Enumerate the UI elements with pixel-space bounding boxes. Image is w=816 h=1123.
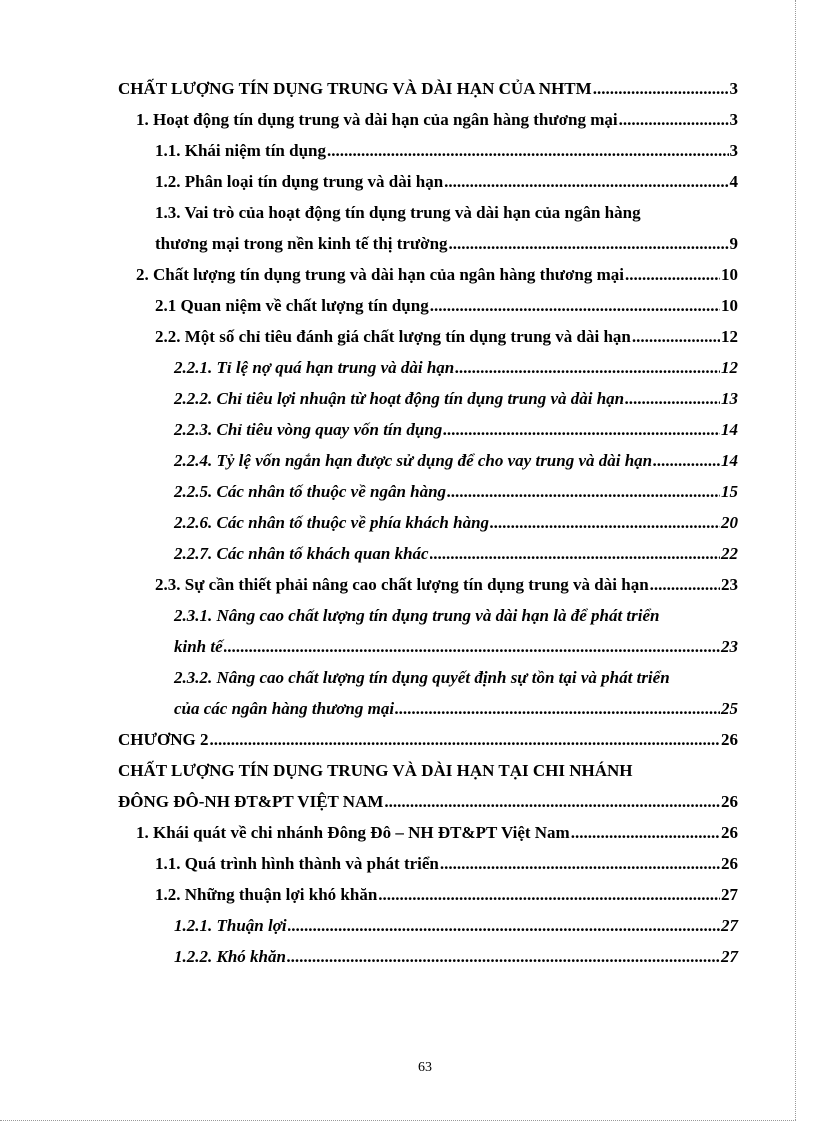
leader-dots: [449, 228, 729, 259]
toc-entry[interactable]: 2.2.5. Các nhân tố thuộc về ngân hàng ..... 15: [118, 476, 738, 507]
page-border-bottom: [0, 1120, 796, 1121]
toc-entry[interactable]: CHƯƠNG 2 ..... 26: [118, 724, 738, 755]
toc-entry-line: kinh tế ..... 23: [174, 631, 738, 662]
leader-dots: [625, 383, 720, 414]
leader-dots: [287, 941, 720, 972]
leader-dots: [430, 290, 720, 321]
toc-entry-line: CHẤT LƯỢNG TÍN DỤNG TRUNG VÀ DÀI HẠN TẠI CHI NHÁNH: [118, 761, 633, 780]
leader-dots: [224, 631, 720, 662]
toc-entry-multiline[interactable]: [118, 197, 738, 259]
toc-entry[interactable]: 2.1 Quan niệm về chất lượng tín dụng ..... 10: [118, 290, 738, 321]
table-of-contents: [118, 73, 738, 972]
toc-entry[interactable]: 2. Chất lượng tín dụng trung và dài hạn của ngân hàng thương mại ..... 10: [118, 259, 738, 290]
toc-entry[interactable]: 2.2.7. Các nhân tố khách quan khác ..... 22: [118, 538, 738, 569]
toc-entry-line: 2.3.1. Nâng cao chất lượng tín dụng trung và dài hạn là để phát triển: [174, 606, 660, 625]
toc-entry[interactable]: 1.1. Quá trình hình thành và phát triển ..... 26: [118, 848, 738, 879]
toc-entry[interactable]: 1.2. Những thuận lợi khó khăn ..... 27: [118, 879, 738, 910]
leader-dots: [327, 135, 729, 166]
leader-dots: [378, 879, 720, 910]
toc-entry[interactable]: 1.2.2. Khó khăn ..... 27: [118, 941, 738, 972]
leader-dots: [619, 104, 729, 135]
toc-entry-line: ĐÔNG ĐÔ-NH ĐT&PT VIỆT NAM ..... 26: [118, 786, 738, 817]
toc-entry[interactable]: 1. Hoạt động tín dụng trung và dài hạn của ngân hàng thương mại ..... 3: [118, 104, 738, 135]
toc-entry[interactable]: 2.2. Một số chỉ tiêu đánh giá chất lượng tín dụng trung và dài hạn ..... 12: [118, 321, 738, 352]
leader-dots: [632, 321, 720, 352]
leader-dots: [210, 724, 720, 755]
toc-entry-line: của các ngân hàng thương mại ..... 25: [174, 693, 738, 724]
page-border-right: [795, 0, 796, 1120]
toc-entry[interactable]: 1.2. Phân loại tín dụng trung và dài hạn ..... 4: [118, 166, 738, 197]
leader-dots: [395, 693, 720, 724]
leader-dots: [455, 352, 720, 383]
leader-dots: [571, 817, 720, 848]
toc-entry-line: 2.3.2. Nâng cao chất lượng tín dụng quyết định sự tồn tại và phát triển: [174, 668, 670, 687]
toc-entry-line: thương mại trong nền kinh tế thị trường ..... 9: [155, 228, 738, 259]
toc-entry[interactable]: 2.2.3. Chỉ tiêu vòng quay vốn tín dụng ..... 14: [118, 414, 738, 445]
toc-entry[interactable]: 1. Khái quát về chi nhánh Đông Đô – NH ĐT&PT Việt Nam ..... 26: [118, 817, 738, 848]
page-number: 63: [418, 1060, 432, 1075]
leader-dots: [593, 73, 729, 104]
leader-dots: [430, 538, 720, 569]
toc-entry-line: 1.3. Vai trò của hoạt động tín dụng trung và dài hạn của ngân hàng: [155, 203, 641, 222]
toc-entry-multiline[interactable]: [118, 755, 738, 817]
leader-dots: [443, 414, 720, 445]
toc-entry-multiline[interactable]: [118, 662, 738, 724]
leader-dots: [447, 476, 720, 507]
toc-entry[interactable]: 2.2.1. Tỉ lệ nợ quá hạn trung và dài hạn ..... 12: [118, 352, 738, 383]
toc-entry[interactable]: 2.2.4. Tỷ lệ vốn ngắn hạn được sử dụng để cho vay trung và dài hạn ..... 14: [118, 445, 738, 476]
leader-dots: [444, 166, 728, 197]
toc-entry[interactable]: 2.2.2. Chỉ tiêu lợi nhuận từ hoạt động tín dụng trung và dài hạn ..... 13: [118, 383, 738, 414]
toc-entry[interactable]: CHẤT LƯỢNG TÍN DỤNG TRUNG VÀ DÀI HẠN CỦA NHTM ..... 3: [118, 73, 738, 104]
leader-dots: [490, 507, 720, 538]
leader-dots: [384, 786, 720, 817]
leader-dots: [440, 848, 720, 879]
toc-entry[interactable]: 1.2.1. Thuận lợi ..... 27: [118, 910, 738, 941]
toc-entry-multiline[interactable]: [118, 600, 738, 662]
toc-entry[interactable]: 2.3. Sự cần thiết phải nâng cao chất lượng tín dụng trung và dài hạn ..... 23: [118, 569, 738, 600]
leader-dots: [625, 259, 720, 290]
leader-dots: [650, 569, 720, 600]
toc-entry[interactable]: 2.2.6. Các nhân tố thuộc về phía khách hàng ..... 20: [118, 507, 738, 538]
leader-dots: [653, 445, 720, 476]
leader-dots: [288, 910, 720, 941]
toc-entry[interactable]: 1.1. Khái niệm tín dụng ..... 3: [118, 135, 738, 166]
